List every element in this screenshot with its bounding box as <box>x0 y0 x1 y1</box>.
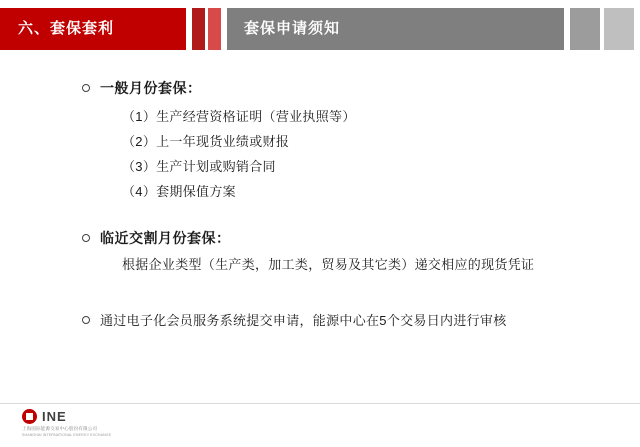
list-item <box>100 310 600 332</box>
spacer <box>100 218 600 228</box>
ine-logo <box>22 407 162 441</box>
bullet-ring-icon <box>82 84 90 92</box>
footer-divider <box>0 403 640 404</box>
bullet-ring-icon <box>82 234 90 242</box>
slide-title: 套保申请须知 <box>244 20 341 37</box>
ine-logo-company-en: SHANGHAI INTERNATIONAL ENERGY EXCHANGE <box>22 433 112 437</box>
list-item-paragraph: 根据企业类型（生产类，加工类，贸易及其它类）递交相应的现货凭证 <box>122 257 535 272</box>
spacer <box>100 292 600 310</box>
list-item <box>100 228 600 248</box>
section-title: 六、套保套利 <box>18 20 115 37</box>
sub-list-item: （1）生产经营资格证明（营业执照等） <box>122 109 356 124</box>
header-square-light <box>604 8 634 50</box>
list-item <box>100 78 600 98</box>
list-item-heading: 一般月份套保： <box>100 80 202 96</box>
header-accent-block-light <box>208 8 221 50</box>
bullet-list <box>0 78 640 332</box>
slide-footer <box>0 403 640 447</box>
slide-header <box>0 0 640 58</box>
sub-list-item: （3）生产计划或购销合同 <box>122 159 276 174</box>
sub-list-item: （4）套期保值方案 <box>122 184 236 199</box>
sub-list <box>100 104 600 204</box>
bullet-ring-icon <box>82 316 90 324</box>
ine-logo-company-cn: 上海国际能源交易中心股份有限公司 <box>22 426 98 431</box>
sub-list-item: （2）上一年现货业绩或财报 <box>122 134 290 149</box>
ine-logo-mark-icon <box>22 409 37 424</box>
header-square-dark <box>570 8 600 50</box>
slide-body <box>0 78 640 334</box>
list-item-paragraph: 通过电子化会员服务系统提交申请，能源中心在5个交易日内进行审核 <box>100 313 507 328</box>
ine-logo-text: INE <box>42 409 67 424</box>
header-accent-block-dark <box>192 8 205 50</box>
list-item-heading: 临近交割月份套保： <box>100 230 231 246</box>
